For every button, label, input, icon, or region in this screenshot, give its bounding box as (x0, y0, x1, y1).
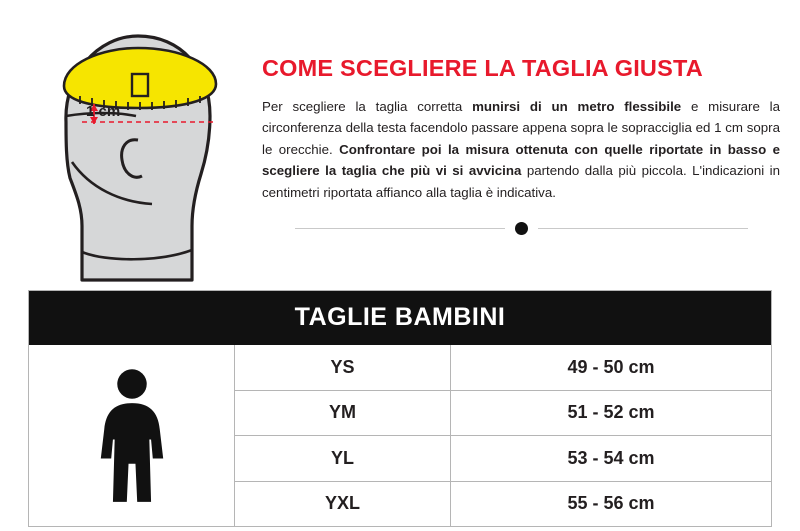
intro-block (250, 8, 780, 235)
size-label: YM (235, 391, 451, 436)
size-label: YS (235, 345, 451, 390)
size-label: YXL (235, 482, 451, 527)
size-table (28, 290, 772, 527)
one-cm-label: 1 cm (86, 103, 121, 120)
intro-text-1: Per scegliere la taglia corretta (262, 98, 473, 114)
child-figure-cell (29, 345, 235, 526)
size-table-title: TAGLIE BAMBINI (29, 291, 771, 345)
intro-text-2: e misurare la circonferenza della testa facendolo passare appena sopra le sopracciglia ed 1 cm sopra le orecchie. (262, 98, 780, 157)
size-measure: 55 - 56 cm (567, 493, 655, 514)
size-table-body (29, 345, 771, 526)
size-rows (235, 345, 771, 526)
intro-text-bold-2: Confrontare poi la misura ottenuta con quelle riportate in basso e scegliere la taglia che più vi si avvicina (262, 141, 780, 179)
head-measure-illustration (20, 8, 250, 287)
table-row (235, 345, 771, 391)
table-row (235, 436, 771, 482)
table-row (235, 482, 771, 527)
size-label: YL (235, 436, 451, 481)
intro-text-bold-1: munirsi di un metro flessibile (472, 98, 682, 114)
size-measure: 53 - 54 cm (567, 447, 655, 468)
divider-line-right (538, 228, 748, 229)
size-measure: 51 - 52 cm (567, 402, 655, 423)
measuring-tape (64, 48, 216, 110)
table-row (235, 391, 771, 437)
section-divider (262, 222, 780, 235)
page-title: COME SCEGLIERE LA TAGLIA GIUSTA (262, 55, 703, 81)
intro-text-3: partendo dalla più piccola. L'indicazioni in centimetri riportata affianco alla taglia è indicativa. (262, 163, 780, 200)
child-icon (80, 361, 184, 511)
size-measure: 49 - 50 cm (567, 356, 655, 377)
intro-paragraph (262, 96, 780, 204)
divider-line-left (295, 228, 505, 229)
divider-dot (515, 222, 528, 235)
